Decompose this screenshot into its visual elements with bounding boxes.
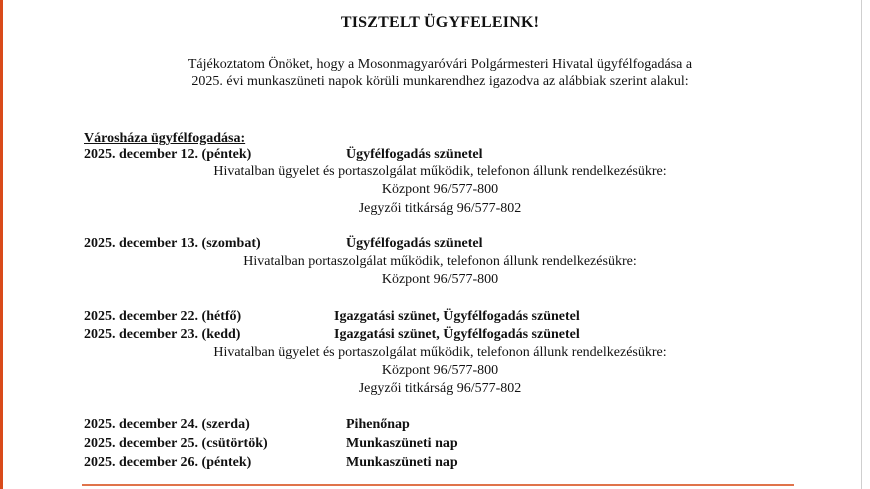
schedule-status: Munkaszüneti nap — [346, 455, 458, 470]
schedule-date: 2025. december 24. (szerda) — [84, 417, 250, 432]
contact-central: Központ 96/577-800 — [381, 182, 499, 197]
notice-title: TISZTELT ÜGYFELEINK! — [340, 14, 540, 31]
schedule-date: 2025. december 25. (csütörtök) — [84, 436, 268, 451]
info-line: Hivatalban ügyelet és portaszolgálat működik, telefonon állunk rendelkezésükre: — [213, 164, 667, 179]
right-border — [861, 0, 862, 489]
schedule-status: Igazgatási szünet, Ügyfélfogadás szünetel — [334, 327, 580, 342]
schedule-date: 2025. december 22. (hétfő) — [84, 309, 242, 324]
intro-line-1: Tájékoztatom Önöket, hogy a Mosonmagyaróvári Polgármesteri Hivatal ügyfélfogadása a — [187, 57, 693, 72]
left-border — [0, 0, 3, 489]
schedule-date: 2025. december 12. (péntek) — [84, 147, 252, 162]
intro-line-2: 2025. évi munkaszüneti napok körüli munkarendhez igazodva az alábbiak szerint alakul: — [191, 74, 689, 89]
info-line: Hivatalban ügyelet és portaszolgálat működik, telefonon állunk rendelkezésükre: — [213, 345, 667, 360]
contact-notary: Jegyzői titkárság 96/577-802 — [358, 381, 522, 396]
info-line: Hivatalban portaszolgálat működik, telefonon állunk rendelkezésükre: — [243, 254, 637, 269]
section-heading: Városháza ügyfélfogadása: — [84, 131, 246, 146]
schedule-status: Munkaszüneti nap — [346, 436, 458, 451]
schedule-status: Igazgatási szünet, Ügyfélfogadás szünetel — [334, 309, 580, 324]
schedule-status: Ügyfélfogadás szünetel — [346, 147, 483, 162]
contact-central: Központ 96/577-800 — [381, 363, 499, 378]
bottom-divider — [82, 484, 794, 486]
schedule-status: Ügyfélfogadás szünetel — [346, 236, 483, 251]
schedule-date: 2025. december 13. (szombat) — [84, 236, 261, 251]
schedule-date: 2025. december 23. (kedd) — [84, 327, 241, 342]
schedule-date: 2025. december 26. (péntek) — [84, 455, 252, 470]
schedule-status: Pihenőnap — [346, 417, 410, 432]
contact-notary: Jegyzői titkárság 96/577-802 — [358, 201, 522, 216]
contact-central: Központ 96/577-800 — [381, 272, 499, 287]
